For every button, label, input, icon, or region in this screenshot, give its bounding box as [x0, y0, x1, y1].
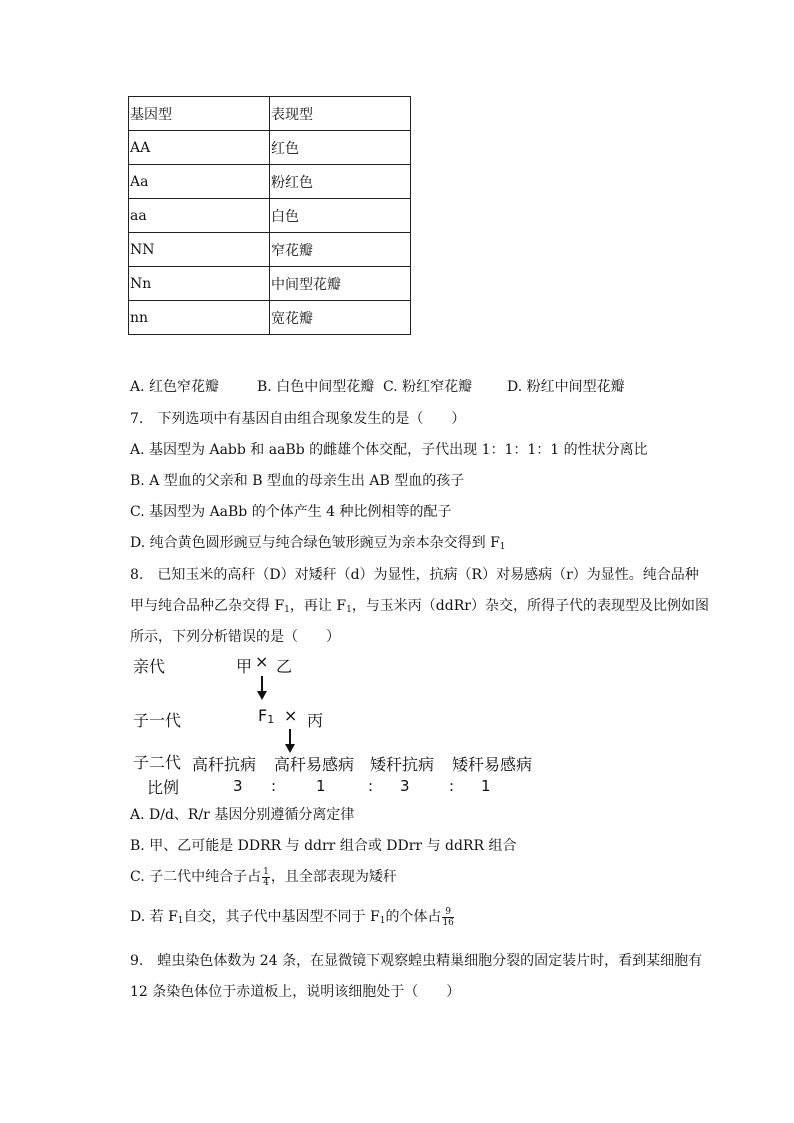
table-header-row [129, 97, 411, 131]
q8-option-d-text: D. 若 F [130, 909, 178, 925]
q7-stem: 7. 下列选项中有基因自由组合现象发生的是（ ） [130, 411, 466, 427]
table-row [129, 199, 411, 233]
q8-stem-part: 甲与纯合品种乙杂交得 F [130, 598, 285, 614]
f1-symbol [258, 706, 274, 726]
q8-stem-line3: 所示，下列分析错误的是（ ） [130, 629, 340, 645]
f1-letter: F [258, 706, 268, 725]
cross-symbol: × [284, 706, 298, 725]
parent-b: 乙 [276, 657, 293, 676]
parent-generation-label: 亲代 [133, 657, 166, 676]
table-cell: AA [129, 131, 270, 165]
table-cell: 宽花瓣 [270, 301, 411, 335]
table-cell: Aa [129, 165, 270, 199]
q6-option-a: A. 红色窄花瓣 [130, 379, 220, 395]
numerator: 9 [442, 907, 453, 918]
parent-a: 甲 [236, 657, 253, 676]
ratio-value: 3 [233, 777, 243, 795]
table-cell: NN [129, 233, 270, 267]
phenotype-label: 高秆易感病 [274, 755, 355, 774]
q8-stem-line1: 8. 已知玉米的高秆（D）对矮秆（d）为显性，抗病（R）对易感病（r）为显性。纯合品种 [130, 567, 699, 583]
ratio-value: 1 [481, 777, 491, 795]
table-row [129, 233, 411, 267]
q9-stem-line1: 9. 蝗虫染色体数为 24 条，在显微镜下观察蝗虫精巢细胞分裂的固定装片时，看到某细胞有 [130, 953, 703, 969]
ratio-label: 比例 [147, 778, 180, 797]
q8-option-c-text: C. 子二代中纯合子占 [130, 869, 262, 885]
table-cell: 白色 [270, 199, 411, 233]
table-cell: 粉红色 [270, 165, 411, 199]
q7-option-a: A. 基因型为 Aabb 和 aaBb 的雌雄个体交配，子代出现 1：1：1：1 的性状分离比 [130, 442, 648, 458]
table-row [129, 301, 411, 335]
f1-generation-label: 子一代 [133, 711, 182, 730]
q8-stem-part: ，再让 F [289, 598, 347, 614]
f2-generation-label: 子二代 [133, 753, 182, 772]
q7-option-c: C. 基因型为 AaBb 的个体产生 4 种比例相等的配子 [130, 504, 452, 520]
subscript: 1 [379, 916, 386, 926]
q7-option-d-text: D. 纯合黄色圆形豌豆与纯合绿色皱形豌豆为亲本杂交得到 F [130, 535, 500, 551]
table-header-cell: 表现型 [270, 97, 411, 131]
q8-option-a: A. D/d、R/r 基因分别遵循分离定律 [130, 807, 355, 823]
genotype-table [128, 96, 411, 335]
q9-stem-line2: 12 条染色体位于赤道板上，说明该细胞处于（ ） [130, 984, 461, 1000]
ratio-colon: : [271, 777, 277, 795]
q6-option-d: D. 粉红中间型花瓣 [507, 379, 625, 395]
table-cell: 中间型花瓣 [270, 267, 411, 301]
ratio-value: 3 [400, 777, 410, 795]
q8-stem-line2 [130, 595, 709, 615]
denominator: 4 [263, 877, 269, 888]
table-cell: Nn [129, 267, 270, 301]
subscript: 1 [284, 605, 290, 615]
numerator: 1 [263, 866, 269, 877]
table-row [129, 165, 411, 199]
table-row [129, 131, 411, 165]
q6-option-c: C. 粉红窄花瓣 [383, 379, 473, 395]
subscript: 1 [499, 542, 506, 552]
q8-option-d-text: 自交，其子代中基因型不同于 F [183, 909, 380, 925]
down-arrow-icon [289, 729, 291, 745]
ratio-value: 1 [316, 777, 326, 795]
q7-option-d [130, 532, 506, 552]
table-cell: aa [129, 199, 270, 233]
table-cell: nn [129, 301, 270, 335]
q8-option-d-text: 的个体占 [385, 909, 442, 925]
subscript: 1 [267, 713, 275, 726]
q6-option-b: B. 白色中间型花瓣 [257, 379, 375, 395]
phenotype-label: 高秆抗病 [192, 755, 257, 774]
q8-option-c [130, 866, 397, 888]
ratio-colon: : [449, 777, 455, 795]
parent-c: 丙 [307, 711, 324, 730]
q8-option-b: B. 甲、乙可能是 DDRR 与 ddrr 组合或 DDrr 与 ddRR 组合 [130, 838, 517, 854]
subscript: 1 [177, 916, 184, 926]
table-cell: 窄花瓣 [270, 233, 411, 267]
phenotype-label: 矮秆易感病 [452, 755, 533, 774]
table-row [129, 267, 411, 301]
q8-option-d [130, 906, 455, 928]
fraction [262, 867, 270, 888]
q8-stem-part: ，与玉米丙（ddRr）杂交，所得子代的表现型及比例如图 [351, 598, 709, 614]
denominator: 16 [442, 917, 454, 928]
q8-option-c-text: ，且全部表现为矮秆 [270, 869, 397, 885]
subscript: 1 [346, 605, 352, 615]
ratio-colon: : [368, 777, 374, 795]
q7-option-b: B. A 型血的父亲和 B 型血的母亲生出 AB 型血的孩子 [130, 473, 465, 489]
table-cell: 红色 [270, 131, 411, 165]
fraction [442, 907, 453, 928]
table-header-cell: 基因型 [129, 97, 270, 131]
phenotype-label: 矮秆抗病 [370, 755, 435, 774]
cross-symbol: × [255, 652, 269, 671]
down-arrow-icon [261, 676, 263, 692]
